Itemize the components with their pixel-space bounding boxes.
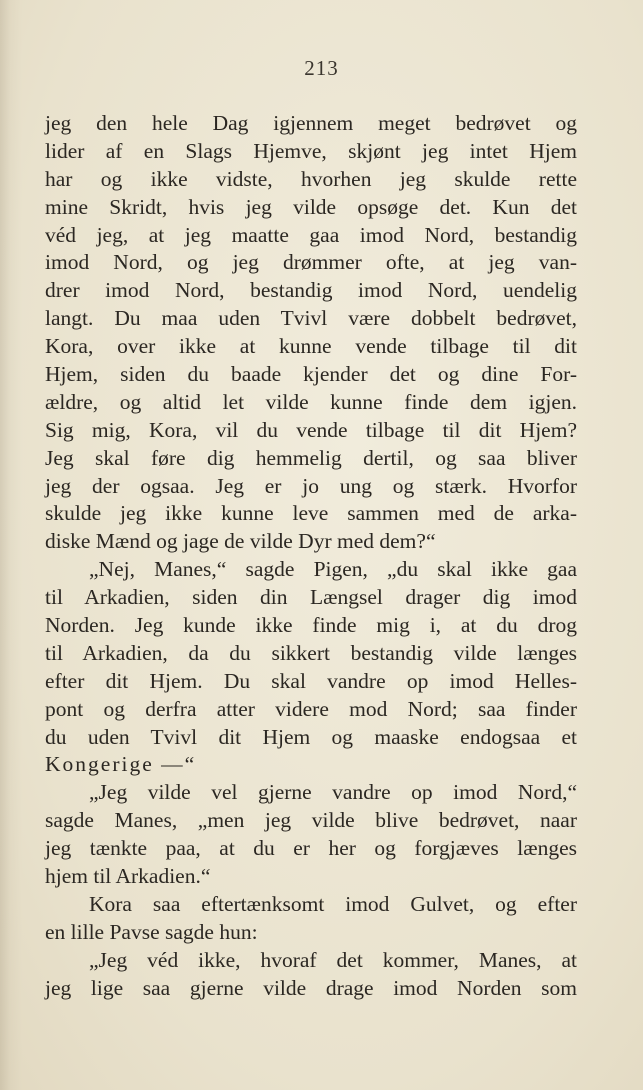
text-line: hjem til Arkadien.“ [45,864,211,889]
text-line: sagde Manes, „men jeg vilde blive bedrøvet, naar [45,808,577,833]
text-line: drer imod Nord, bestandig imod Nord, uendelig [45,278,577,303]
text-line: jeg lige saa gjerne vilde drage imod Norden som [45,975,577,1000]
text-line: til Arkadien, siden din Længsel drager dig imod [45,585,577,610]
text-line: „Jeg véd ikke, hvoraf det kommer, Manes, at [89,947,577,972]
text-line: pont og derfra atter videre mod Nord; saa finder [45,696,577,721]
text-line: Kora saa eftertænksomt imod Gulvet, og efter [89,891,577,916]
text-line: efter dit Hjem. Du skal vandre op imod Helles- [45,668,577,693]
text-line: Norden. Jeg kunde ikke finde mig i, at du drog [45,613,577,638]
text-line: langt. Du maa uden Tvivl være dobbelt bedrøvet, [45,306,577,331]
text-line: skulde jeg ikke kunne leve sammen med de arka- [45,501,577,526]
text-line: Kongerige —“ [45,752,197,777]
text-line: „Nej, Manes,“ sagde Pigen, „du skal ikke gaa [89,557,577,582]
text-line: til Arkadien, da du sikkert bestandig vilde længes [45,640,577,665]
text-line: jeg tænkte paa, at du er her og forgjæves længes [45,836,577,861]
text-line: Kora, over ikke at kunne vende tilbage til dit [45,334,577,359]
text-line: du uden Tvivl dit Hjem og maaske endogsaa et [45,724,577,749]
text-line: véd jeg, at jeg maatte gaa imod Nord, bestandig [45,222,577,247]
text-line: „Jeg vilde vel gjerne vandre op imod Nord,“ [89,780,577,805]
text-line: Hjem, siden du baade kjender det og dine For- [45,362,577,387]
page-number: 213 [304,56,339,80]
text-line: ældre, og altid let vilde kunne finde dem igjen. [45,389,577,414]
text-line: imod Nord, og jeg drømmer ofte, at jeg van- [45,250,577,275]
text-line: lider af en Slags Hjemve, skjønt jeg intet Hjem [45,138,577,163]
body-text [45,110,577,1003]
text-line: diske Mænd og jage de vilde Dyr med dem?“ [45,529,436,554]
text-line: mine Skridt, hvis jeg vilde opsøge det. Kun det [45,194,577,219]
text-line: jeg der ogsaa. Jeg er jo ung og stærk. Hvorfor [45,473,577,498]
text-line: Jeg skal føre dig hemmelig dertil, og saa bliver [45,445,577,470]
text-line: Sig mig, Kora, vil du vende tilbage til dit Hjem? [45,417,577,442]
text-line: en lille Pavse sagde hun: [45,919,258,944]
text-line: har og ikke vidste, hvorhen jeg skulde rette [45,166,577,191]
text-line: jeg den hele Dag igjennem meget bedrøvet og [45,111,577,135]
